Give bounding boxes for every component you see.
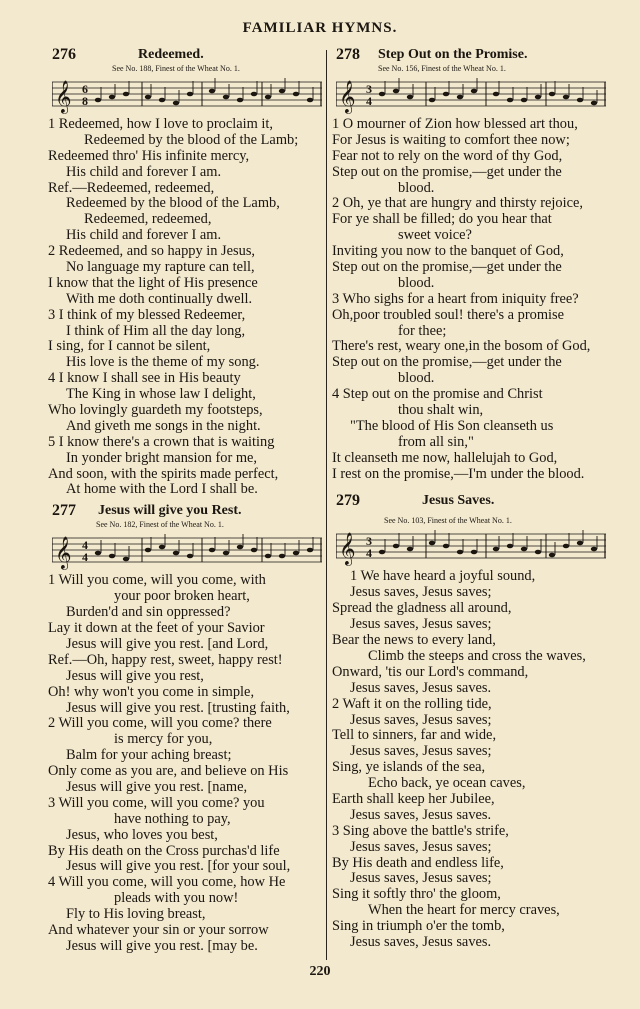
verse-line: For ye shall be filled; do you hear that	[332, 211, 552, 228]
verse-line: By His death on the Cross purchas'd life	[48, 842, 280, 859]
page-number: 220	[309, 964, 331, 979]
time-sig-top: 3	[366, 534, 372, 549]
verse-line: 2 Will you come, will you come? there	[48, 715, 272, 732]
note-head	[109, 554, 115, 559]
hymn-heading	[48, 46, 333, 64]
verse-line: 4 Will you come, will you come, how He	[48, 874, 286, 891]
note-head	[95, 551, 101, 556]
treble-clef: 𝄞	[55, 536, 72, 570]
hymn-heading	[48, 502, 333, 520]
verse-line: Fear not to rely on the word of thy God,	[332, 147, 563, 164]
verse-line: Ref.—Oh, happy rest, sweet, happy rest!	[48, 651, 283, 668]
verse-line: No language my rapture can tell,	[66, 259, 255, 276]
verse-line: There's rest, weary one,in the bosom of God,	[332, 338, 591, 355]
hymn-heading	[332, 46, 617, 64]
hymn-number: 276	[52, 46, 76, 63]
verse-line: The King in whose law I delight,	[66, 386, 256, 403]
hymn-279	[332, 492, 617, 950]
verse-line: Jesus will give you rest,	[66, 667, 204, 684]
note-head	[471, 89, 477, 94]
verse-line: I sing, for I cannot be silent,	[48, 338, 211, 355]
verse-line: Echo back, ye ocean caves,	[368, 775, 526, 792]
hymn-title: Jesus will give you Rest.	[98, 503, 242, 519]
verse-line: 4 Step out on the promise and Christ	[332, 386, 543, 403]
verse-line: 3 Sing above the battle's strife,	[332, 822, 509, 839]
note-head	[187, 92, 193, 97]
verse-line: Jesus saves, Jesus saves.	[350, 933, 492, 950]
note-head	[173, 101, 179, 106]
hymn-verses	[332, 569, 617, 950]
verse-line: from all sin,"	[398, 433, 474, 450]
verse-line: Jesus saves, Jesus saves;	[350, 584, 492, 601]
left-column	[48, 44, 333, 955]
music-staff	[52, 74, 322, 114]
verse-line: Jesus, who loves you best,	[66, 826, 218, 843]
note-head	[577, 541, 583, 546]
note-head	[443, 92, 449, 97]
hymn-number: 278	[336, 46, 360, 63]
time-sig-top: 6	[82, 82, 88, 96]
hymn-verses	[48, 573, 333, 954]
note-head	[591, 547, 597, 552]
note-head	[109, 95, 115, 100]
hymn-reference: See No. 103, Finest of the Wheat No. 1.	[384, 516, 512, 526]
verse-line: Earth shall keep her Jubilee,	[332, 790, 495, 807]
verse-line: Fly to His loving breast,	[66, 906, 206, 923]
hymn-276	[48, 46, 333, 498]
verse-line: Jesus saves, Jesus saves.	[350, 806, 492, 823]
music-staff	[336, 74, 606, 114]
note-head	[95, 98, 101, 103]
verse-line: When the heart for mercy craves,	[368, 902, 560, 919]
note-head	[159, 545, 165, 550]
note-head	[457, 95, 463, 100]
note-head	[507, 544, 513, 549]
note-head	[493, 547, 499, 552]
hymn-number: 279	[336, 492, 360, 510]
verse-line: At home with the Lord I shall be.	[66, 481, 258, 498]
verse-line: Climb the steeps and cross the waves,	[368, 647, 586, 664]
note-head	[521, 547, 527, 552]
verse-line: Jesus saves, Jesus saves;	[350, 616, 492, 633]
note-head	[223, 95, 229, 100]
verse-line: "The blood of His Son cleanseth us	[350, 417, 554, 434]
verse-line: By His death and endless life,	[332, 854, 504, 871]
verse-line: 1 Redeemed, how I love to proclaim it,	[48, 116, 273, 132]
verse-line: In yonder bright mansion for me,	[66, 449, 258, 466]
right-column	[332, 44, 617, 951]
note-head	[535, 550, 541, 555]
verse-line: I rest on the promise,—I'm under the blood.	[332, 465, 585, 482]
verse-line: blood.	[398, 179, 435, 196]
note-head	[507, 98, 513, 103]
note-head	[429, 541, 435, 546]
verse-line: 3 Who sighs for a heart from iniquity free?	[332, 290, 579, 307]
hymn-heading	[332, 492, 617, 510]
note-head	[535, 95, 541, 100]
note-head	[393, 544, 399, 549]
note-head	[123, 92, 129, 97]
verse-line: It cleanseth me now, hallelujah to God,	[332, 449, 558, 466]
verse-line: 2 Oh, ye that are hungry and thirsty rejoice,	[332, 195, 583, 212]
note-head	[159, 98, 165, 103]
time-sig-top: 3	[366, 82, 372, 96]
time-sig-bottom: 4	[82, 550, 88, 565]
note-head	[443, 544, 449, 549]
verse-line: blood.	[398, 274, 435, 291]
verse-line: have nothing to pay,	[114, 810, 231, 827]
note-head	[145, 95, 151, 100]
verse-line: 4 I know I shall see in His beauty	[48, 370, 241, 387]
verse-line: Redeemed by the blood of the Lamb,	[66, 195, 280, 212]
verse-line: Jesus saves, Jesus saves;	[350, 711, 492, 728]
verse-line: 3 I think of my blessed Redeemer,	[48, 306, 246, 323]
verse-line: sweet voice?	[398, 227, 472, 244]
verse-line: Sing in triumph o'er the tomb,	[332, 918, 505, 935]
verse-line: 5 I know there's a crown that is waiting	[48, 433, 275, 450]
verse-line: Jesus will give you rest. [trusting faith,	[66, 699, 290, 716]
note-head	[237, 545, 243, 550]
verse-line: Step out on the promise,—get under the	[332, 354, 562, 371]
verse-line: Redeemed by the blood of the Lamb;	[84, 131, 299, 148]
verse-line: I know that the light of His presence	[48, 274, 258, 291]
note-head	[209, 548, 215, 553]
verse-line: 1 O mourner of Zion how blessed art thou,	[332, 116, 578, 132]
verse-line: Jesus saves, Jesus saves;	[350, 743, 492, 760]
note-head	[265, 554, 271, 559]
verse-line: 1 Will you come, will you come, with	[48, 572, 266, 589]
note-head	[549, 553, 555, 558]
hymn-verses	[332, 117, 617, 482]
verse-line: Step out on the promise,—get under the	[332, 259, 562, 276]
verse-line: Inviting you now to the banquet of God,	[332, 243, 564, 260]
music-staff	[52, 530, 322, 570]
verse-line: And whatever your sin or your sorrow	[48, 921, 269, 938]
verse-line: Jesus will give you rest. [for your soul,	[66, 858, 291, 875]
hymn-278	[332, 46, 617, 482]
verse-line: Oh,poor troubled soul! there's a promise	[332, 306, 564, 323]
note-head	[307, 548, 313, 553]
verse-line: With me doth continually dwell.	[66, 290, 253, 307]
note-head	[457, 550, 463, 555]
note-head	[251, 548, 257, 553]
verse-line: 1 We have heard a joyful sound,	[350, 568, 536, 585]
verse-line: is mercy for you,	[114, 731, 213, 748]
time-sig-bottom: 8	[82, 94, 88, 108]
note-head	[293, 551, 299, 556]
verse-line: blood.	[398, 370, 435, 387]
time-sig-bottom: 4	[366, 94, 372, 108]
verse-line: Spread the gladness all around,	[332, 600, 512, 617]
hymn-title: Redeemed.	[138, 47, 204, 62]
verse-line: Oh! why won't you come in simple,	[48, 683, 255, 700]
note-head	[407, 547, 413, 552]
verse-line: Balm for your aching breast;	[66, 747, 232, 764]
note-head	[563, 95, 569, 100]
verse-line: pleads with you now!	[114, 890, 239, 907]
note-head	[393, 89, 399, 94]
note-head	[279, 89, 285, 94]
verse-line: Redeemed thro' His infinite mercy,	[48, 147, 250, 164]
note-head	[521, 98, 527, 103]
note-head	[223, 551, 229, 556]
verse-line: His love is the theme of my song.	[66, 354, 260, 371]
hymn-reference: See No. 182, Finest of the Wheat No. 1.	[96, 520, 224, 530]
note-head	[293, 92, 299, 97]
verse-line: Tell to sinners, far and wide,	[332, 727, 497, 744]
note-head	[279, 554, 285, 559]
verse-line: And giveth me songs in the night.	[66, 417, 261, 434]
note-head	[237, 98, 243, 103]
music-staff	[336, 526, 606, 566]
note-head	[307, 98, 313, 103]
verse-line: 3 Will you come, will you come? you	[48, 794, 265, 811]
hymn-277	[48, 502, 333, 954]
verse-line: Burden'd and sin oppressed?	[66, 604, 231, 621]
verse-line: for thee;	[398, 322, 447, 339]
verse-line: Lay it down at the feet of your Savior	[48, 620, 265, 637]
note-head	[407, 95, 413, 100]
verse-line: your poor broken heart,	[114, 588, 250, 605]
verse-line: Redeemed, redeemed,	[84, 211, 212, 228]
note-head	[493, 92, 499, 97]
verse-line: For Jesus is waiting to comfort thee now;	[332, 131, 570, 148]
verse-line: His child and forever I am.	[66, 227, 222, 244]
hymn-verses	[48, 117, 333, 498]
note-head	[471, 550, 477, 555]
note-head	[379, 550, 385, 555]
treble-clef: 𝄞	[55, 80, 72, 113]
note-head	[549, 92, 555, 97]
note-head	[187, 554, 193, 559]
verse-line: Jesus will give you rest. [and Lord,	[66, 635, 269, 652]
treble-clef: 𝄞	[339, 532, 356, 566]
time-sig-top: 4	[82, 538, 88, 553]
verse-line: Ref.—Redeemed, redeemed,	[48, 179, 215, 196]
note-head	[591, 101, 597, 106]
verse-line: And soon, with the spirits made perfect,	[48, 465, 279, 482]
verse-line: 2 Waft it on the rolling tide,	[332, 695, 492, 712]
note-head	[563, 544, 569, 549]
verse-line: Step out on the promise,—get under the	[332, 163, 562, 180]
verse-line: Jesus will give you rest. [may be.	[66, 937, 258, 954]
note-head	[209, 89, 215, 94]
verse-line: Jesus will give you rest. [name,	[66, 778, 248, 795]
hymn-reference: See No. 188, Finest of the Wheat No. 1.	[112, 64, 240, 73]
verse-line: Onward, 'tis our Lord's command,	[332, 663, 529, 680]
note-head	[123, 557, 129, 562]
treble-clef: 𝄞	[339, 80, 356, 113]
time-sig-bottom: 4	[366, 546, 372, 561]
verse-line: Jesus saves, Jesus saves.	[350, 679, 492, 696]
note-head	[145, 548, 151, 553]
hymn-number: 277	[52, 502, 76, 520]
verse-line: Only come as you are, and believe on His	[48, 763, 289, 780]
verse-line: I think of Him all the day long,	[66, 322, 246, 339]
verse-line: thou shalt win,	[398, 402, 484, 419]
hymn-reference: See No. 156, Finest of the Wheat No. 1.	[378, 64, 506, 73]
note-head	[251, 92, 257, 97]
note-head	[429, 98, 435, 103]
verse-line: 2 Redeemed, and so happy in Jesus,	[48, 243, 256, 260]
note-head	[379, 92, 385, 97]
verse-line: Jesus saves, Jesus saves;	[350, 838, 492, 855]
verse-line: Who lovingly guardeth my footsteps,	[48, 402, 263, 419]
note-head	[173, 551, 179, 556]
verse-line: Jesus saves, Jesus saves;	[350, 870, 492, 887]
hymn-title: Jesus Saves.	[422, 493, 495, 509]
note-head	[265, 95, 271, 100]
hymn-title: Step Out on the Promise.	[378, 47, 528, 62]
verse-line: Sing it softly thro' the gloom,	[332, 886, 501, 903]
verse-line: His child and forever I am.	[66, 163, 222, 180]
verse-line: Bear the news to every land,	[332, 632, 496, 649]
verse-line: Sing, ye islands of the sea,	[332, 759, 486, 776]
page-header: FAMILIAR HYMNS.	[242, 20, 398, 36]
note-head	[577, 98, 583, 103]
